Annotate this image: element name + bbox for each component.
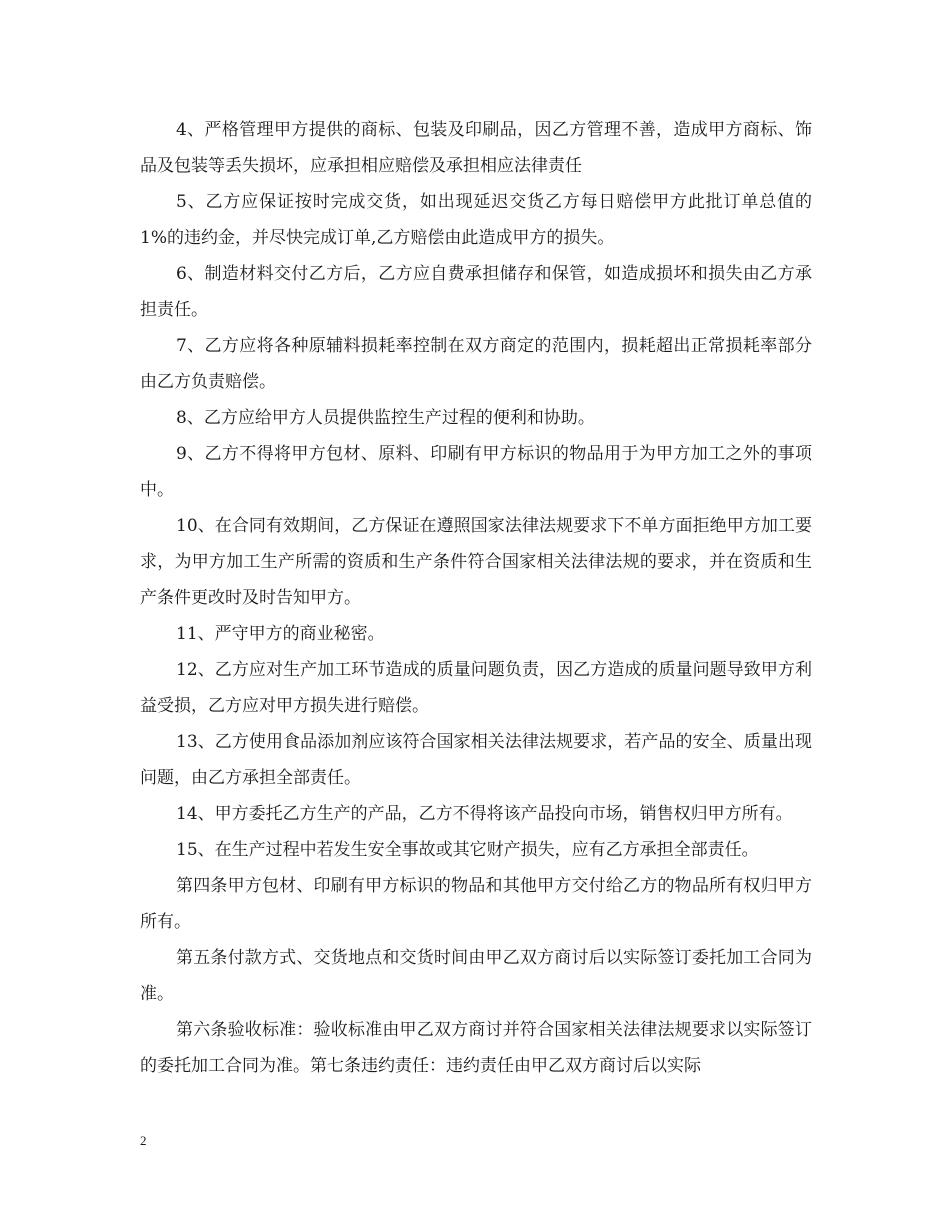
article-5: 第五条付款方式、交货地点和交货时间由甲乙双方商讨后以实际签订委托加工合同为准。 bbox=[140, 948, 812, 1004]
article-4: 第四条甲方包材、印刷有甲方标识的物品和其他甲方交付给乙方的物品所有权归甲方所有。 bbox=[140, 876, 812, 932]
clause-10: 10、在合同有效期间，乙方保证在遵照国家法律法规要求下不单方面拒绝甲方加工要求，为甲方加工生产所需的资质和生产条件符合国家相关法律法规的要求，并在资质和生产条件更改时及时告知甲方。 bbox=[140, 516, 812, 608]
page-number: 2 bbox=[140, 1133, 147, 1148]
clause-13: 13、乙方使用食品添加剂应该符合国家相关法律法规要求，若产品的安全、质量出现问题，由乙方承担全部责任。 bbox=[140, 732, 812, 788]
clause-8: 8、乙方应给甲方人员提供监控生产过程的便利和协助。 bbox=[176, 408, 595, 428]
clause-14: 14、甲方委托乙方生产的产品，乙方不得将该产品投向市场，销售权归甲方所有。 bbox=[176, 804, 793, 824]
document-body bbox=[140, 112, 812, 1084]
clause-12: 12、乙方应对生产加工环节造成的质量问题负责，因乙方造成的质量问题导致甲方利益受损，乙方应对甲方损失进行赔偿。 bbox=[140, 660, 812, 716]
clause-9: 9、乙方不得将甲方包材、原料、印刷有甲方标识的物品用于为甲方加工之外的事项中。 bbox=[140, 444, 812, 500]
clause-7: 7、乙方应将各种原辅料损耗率控制在双方商定的范围内，损耗超出正常损耗率部分由乙方负责赔偿。 bbox=[140, 336, 812, 392]
article-6-7: 第六条验收标准：验收标准由甲乙双方商讨并符合国家相关法律法规要求以实际签订的委托加工合同为准。第七条违约责任：违约责任由甲乙双方商讨后以实际 bbox=[140, 1020, 812, 1076]
clause-15: 15、在生产过程中若发生安全事故或其它财产损失，应有乙方承担全部责任。 bbox=[176, 840, 759, 860]
clause-11: 11、严守甲方的商业秘密。 bbox=[176, 624, 385, 644]
clause-5: 5、乙方应保证按时完成交货，如出现延迟交货乙方每日赔偿甲方此批订单总值的 1%的违约金，并尽快完成订单,乙方赔偿由此造成甲方的损失。 bbox=[140, 192, 812, 248]
clause-6: 6、制造材料交付乙方后，乙方应自费承担储存和保管，如造成损坏和损失由乙方承担责任。 bbox=[140, 264, 812, 320]
clause-4: 4、严格管理甲方提供的商标、包装及印刷品，因乙方管理不善，造成甲方商标、饰品及包装等丢失损坏，应承担相应赔偿及承担相应法律责任 bbox=[140, 120, 812, 176]
